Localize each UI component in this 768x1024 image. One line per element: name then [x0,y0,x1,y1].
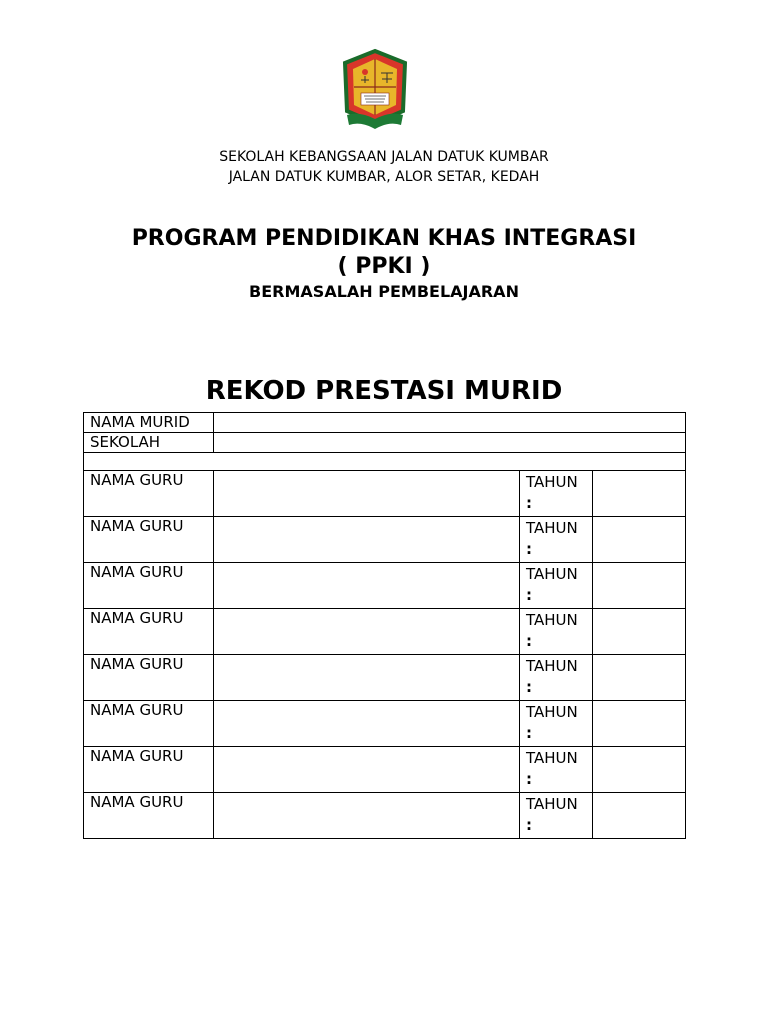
tahun-label-cell [520,517,593,563]
tahun-colon: : [526,632,532,650]
tahun-colon: : [526,540,532,558]
nama-murid-row [84,413,686,433]
program-subtitle: BERMASALAH PEMBELAJARAN [249,282,519,301]
student-record-table [83,412,686,839]
program-title: PROGRAM PENDIDIKAN KHAS INTEGRASI [131,226,637,251]
tahun-label-cell [520,563,593,609]
tahun-colon: : [526,724,532,742]
nama-guru-field[interactable] [214,747,520,793]
tahun-label-cell [520,747,593,793]
tahun-label-cell [520,793,593,839]
sekolah-field[interactable] [214,433,686,453]
tahun-colon: : [526,678,532,696]
spacer-cell [84,453,686,471]
nama-guru-label: NAMA GURU [84,655,214,701]
school-address: JALAN DATUK KUMBAR, ALOR SETAR, KEDAH [228,169,540,185]
tahun-label: TAHUN [526,703,578,721]
program-acronym: ( PPKI ) [337,254,431,279]
sekolah-label: SEKOLAH [84,433,214,453]
nama-guru-field[interactable] [214,655,520,701]
tahun-label: TAHUN [526,657,578,675]
tahun-label-cell [520,609,593,655]
tahun-field[interactable] [593,563,686,609]
school-crest-logo [339,45,411,135]
tahun-field[interactable] [593,609,686,655]
form-title: REKOD PRESTASI MURID [205,376,563,406]
tahun-label-cell [520,701,593,747]
tahun-label: TAHUN [526,795,578,813]
nama-murid-label: NAMA MURID [84,413,214,433]
nama-guru-field[interactable] [214,471,520,517]
tahun-field[interactable] [593,655,686,701]
tahun-field[interactable] [593,793,686,839]
tahun-field[interactable] [593,517,686,563]
teacher-row [84,609,686,655]
nama-guru-field[interactable] [214,609,520,655]
nama-guru-field[interactable] [214,701,520,747]
nama-guru-field[interactable] [214,563,520,609]
nama-murid-field[interactable] [214,413,686,433]
school-name: SEKOLAH KEBANGSAAN JALAN DATUK KUMBAR [219,149,549,165]
nama-guru-field[interactable] [214,517,520,563]
nama-guru-label: NAMA GURU [84,609,214,655]
nama-guru-label: NAMA GURU [84,471,214,517]
nama-guru-label: NAMA GURU [84,793,214,839]
teacher-row [84,793,686,839]
nama-guru-label: NAMA GURU [84,747,214,793]
tahun-colon: : [526,770,532,788]
nama-guru-label: NAMA GURU [84,563,214,609]
tahun-colon: : [526,494,532,512]
teacher-row [84,701,686,747]
spacer-row [84,453,686,471]
nama-guru-label: NAMA GURU [84,701,214,747]
tahun-label: TAHUN [526,473,578,491]
tahun-label: TAHUN [526,749,578,767]
tahun-label-cell [520,655,593,701]
nama-guru-field[interactable] [214,793,520,839]
teacher-row [84,471,686,517]
tahun-label: TAHUN [526,519,578,537]
nama-guru-label: NAMA GURU [84,517,214,563]
teacher-row [84,747,686,793]
sekolah-row [84,433,686,453]
tahun-label: TAHUN [526,565,578,583]
tahun-field[interactable] [593,701,686,747]
tahun-colon: : [526,816,532,834]
tahun-label: TAHUN [526,611,578,629]
tahun-field[interactable] [593,747,686,793]
tahun-colon: : [526,586,532,604]
teacher-row [84,655,686,701]
teacher-row [84,563,686,609]
tahun-label-cell [520,471,593,517]
tahun-field[interactable] [593,471,686,517]
teacher-row [84,517,686,563]
